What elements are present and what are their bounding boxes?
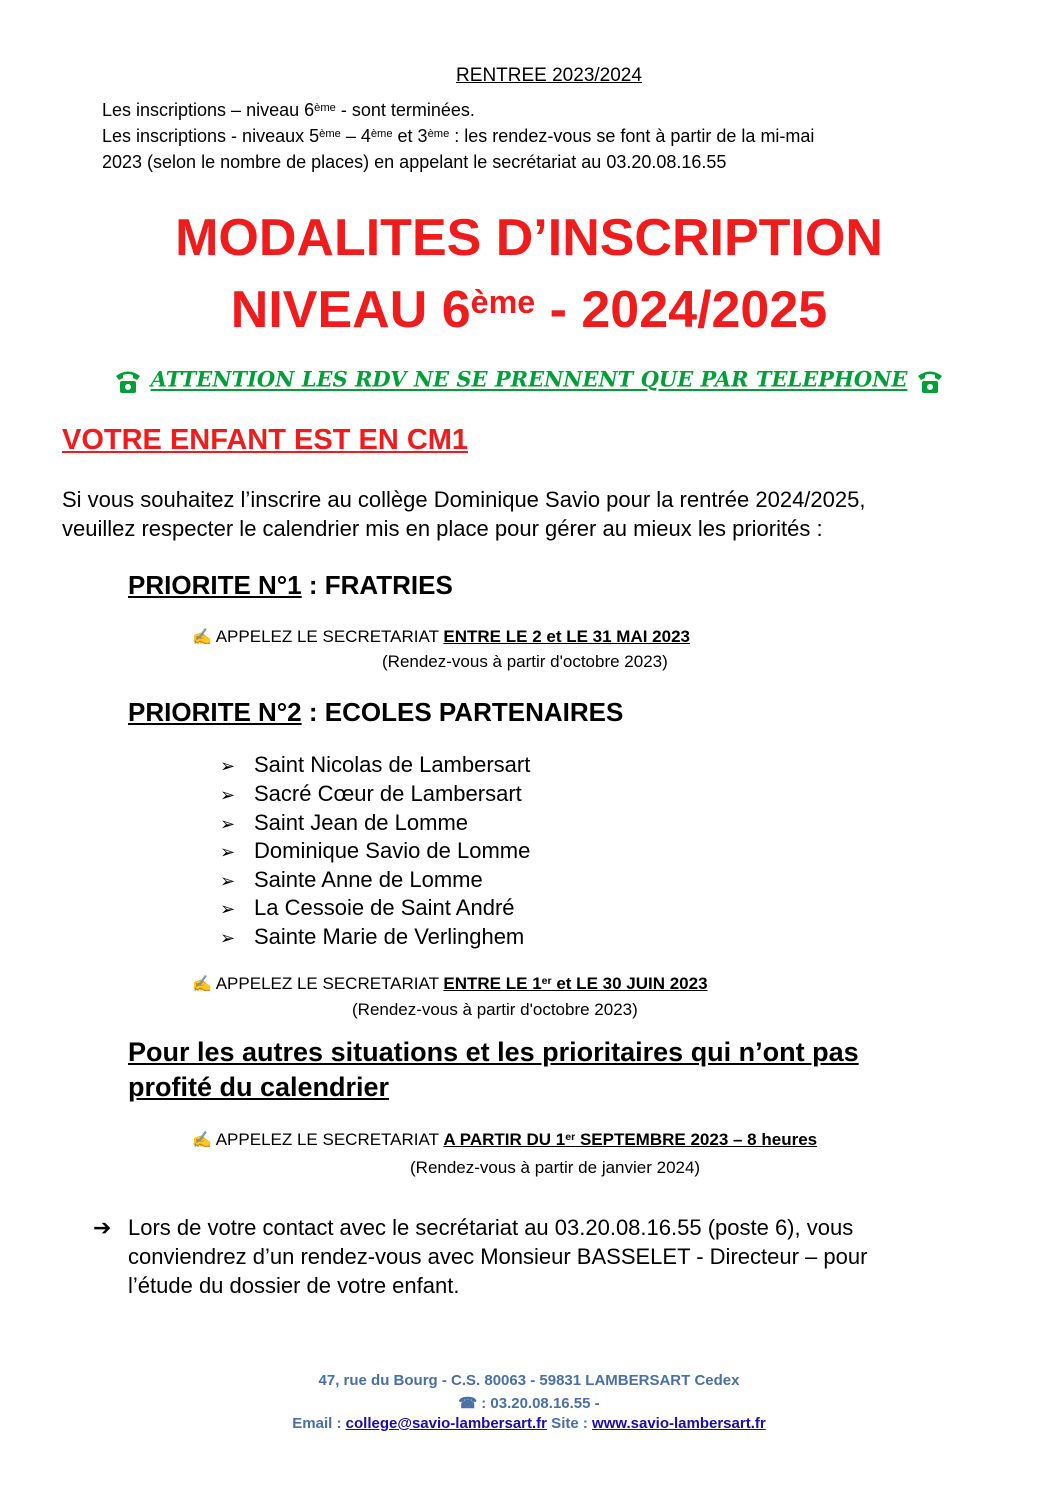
telephone-icon <box>113 366 143 396</box>
priority-1-rdv: (Rendez-vous à partir d'octobre 2023) <box>382 652 668 671</box>
website-link[interactable]: www.savio-lambersart.fr <box>592 1415 766 1432</box>
chevron-right-icon: ➢ <box>220 756 236 776</box>
list-item: ➢ Dominique Savio de Lomme <box>220 838 531 863</box>
priority-2-rdv: (Rendez-vous à partir d'octobre 2023) <box>352 1000 638 1019</box>
list-item: ➢ Sainte Marie de Verlinghem <box>220 924 525 949</box>
priority-1-call: ✍ APPELEZ LE SECRETARIAT ENTRE LE 2 et LE 31 MAI 2023 <box>192 627 690 646</box>
others-call: ✍ APPELEZ LE SECRETARIAT A PARTIR DU 1er SEPTEMBRE 2023 – 8 heures <box>192 1130 818 1149</box>
list-item: ➢ La Cessoie de Saint André <box>220 895 515 920</box>
list-item: ➢ Sainte Anne de Lomme <box>220 867 483 892</box>
chevron-right-icon: ➢ <box>220 842 236 862</box>
intro-paragraph-line-1: Si vous souhaitez l’inscrire au collège Dominique Savio pour la rentrée 2024/2025, <box>62 487 866 512</box>
writing-hand-icon: ✍ <box>192 1132 212 1149</box>
attention-banner <box>0 366 1058 396</box>
list-item: ➢ Sacré Cœur de Lambersart <box>220 781 522 806</box>
others-heading-line-2: profité du calendrier <box>128 1072 390 1102</box>
right-arrow-icon: ➔ <box>93 1215 112 1240</box>
list-item: ➢ Saint Jean de Lomme <box>220 810 469 835</box>
chevron-right-icon: ➢ <box>220 814 236 834</box>
chevron-right-icon: ➢ <box>220 899 236 919</box>
writing-hand-icon: ✍ <box>192 629 212 646</box>
priority-1-heading: PRIORITE N°1 : FRATRIES <box>128 570 453 600</box>
intro-paragraph-line-2: veuillez respecter le calendrier mis en place pour gérer au mieux les priorités : <box>62 516 823 541</box>
email-link[interactable]: college@savio-lambersart.fr <box>345 1415 548 1432</box>
chevron-right-icon: ➢ <box>220 871 236 891</box>
rentree-title: RENTREE 2023/2024 <box>456 65 642 86</box>
contact-line-3: l’étude du dossier de votre enfant. <box>128 1273 460 1298</box>
intro-line-3: 2023 (selon le nombre de places) en appelant le secrétariat au 03.20.08.16.55 <box>102 152 727 172</box>
chevron-right-icon: ➢ <box>220 928 236 948</box>
telephone-icon <box>915 366 945 396</box>
list-item: ➢ Saint Nicolas de Lambersart <box>220 752 531 777</box>
telephone-icon: ☎ <box>458 1395 478 1412</box>
footer-address: 47, rue du Bourg - C.S. 80063 - 59831 LAMBERSART Cedex <box>318 1372 740 1389</box>
contact-line-2: conviendrez d’un rendez-vous avec Monsieur BASSELET - Directeur – pour <box>128 1244 868 1269</box>
writing-hand-icon: ✍ <box>192 976 212 993</box>
attention-text: ATTENTION LES RDV NE SE PRENNENT QUE PAR TELEPHONE <box>150 366 908 392</box>
priority-2-heading: PRIORITE N°2 : ECOLES PARTENAIRES <box>128 697 624 727</box>
section-heading-cm1: VOTRE ENFANT EST EN CM1 <box>62 424 469 456</box>
intro-line-1: Les inscriptions – niveau 6ème - sont terminées. <box>102 100 475 120</box>
chevron-right-icon: ➢ <box>220 785 236 805</box>
main-title-line-1: MODALITES D’INSCRIPTION <box>175 209 883 267</box>
footer-phone: ☎ : 03.20.08.16.55 - <box>458 1395 600 1412</box>
priority-2-call: ✍ APPELEZ LE SECRETARIAT ENTRE LE 1er et LE 30 JUIN 2023 <box>192 974 708 993</box>
main-title-line-2: NIVEAU 6ème - 2024/2025 <box>230 281 828 339</box>
others-rdv: (Rendez-vous à partir de janvier 2024) <box>410 1158 701 1177</box>
contact-line-1: Lors de votre contact avec le secrétariat au 03.20.08.16.55 (poste 6), vous <box>128 1215 854 1240</box>
footer-links: Email : college@savio-lambersart.fr Site : www.savio-lambersart.fr <box>292 1415 766 1432</box>
others-heading-line-1: Pour les autres situations et les prioritaires qui n’ont pas <box>128 1037 859 1067</box>
intro-line-2: Les inscriptions - niveaux 5ème – 4ème et 3ème : les rendez-vous se font à partir de la mi-mai <box>102 126 815 146</box>
